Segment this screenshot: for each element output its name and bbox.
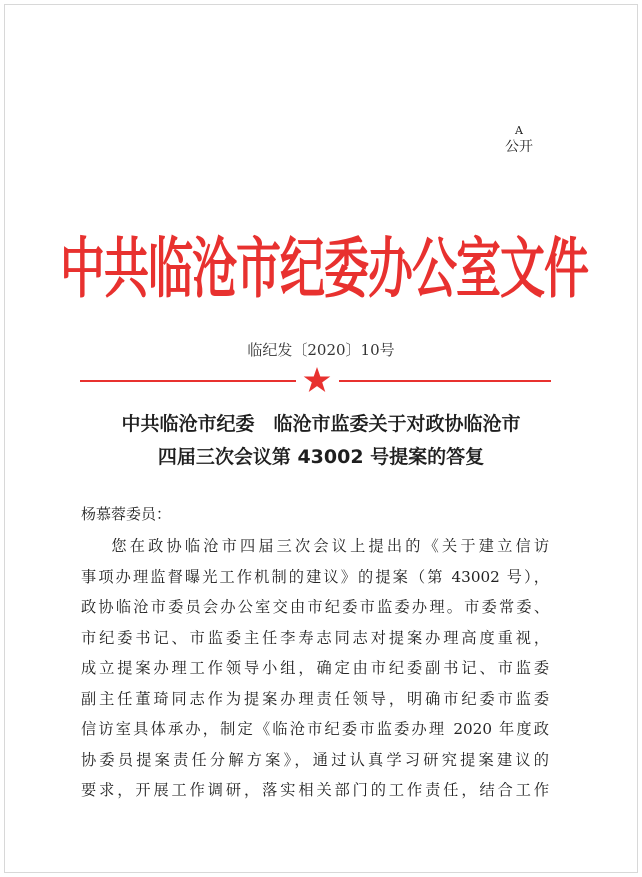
classification-mark xyxy=(494,124,544,156)
classification-level: A xyxy=(515,124,523,137)
classification-status: 公开 xyxy=(505,139,533,155)
body-line: 成立提案办理工作领导小组，确定由市纪委副书记、市监委 xyxy=(81,659,549,677)
red-divider-right xyxy=(339,380,551,382)
document-header-title: 中共临沧市纪委办公室文件 xyxy=(60,229,589,307)
body-line: 政协临沧市委员会办公室交由市纪委市监委办理。市委常委、 xyxy=(81,598,549,616)
body-line: 您在政协临沧市四届三次会议上提出的《关于建立信访 xyxy=(111,537,549,555)
document-number: 临纪发〔2020〕10号 xyxy=(247,341,395,359)
document-title xyxy=(40,408,602,474)
red-divider-left xyxy=(80,380,296,382)
body-line: 要求，开展工作调研，落实相关部门的工作责任，结合工作 xyxy=(81,781,549,799)
body-line: 副主任董琦同志作为提案办理责任领导，明确市纪委市监委 xyxy=(81,689,549,708)
body-line: 事项办理监督曝光工作机制的建议》的提案（第 43002 号）， xyxy=(81,567,549,586)
addressee: 杨慕蓉委员： xyxy=(81,505,172,523)
document-title-line-2: 四届三次会议第 43002 号提案的答复 xyxy=(157,446,485,468)
body-text xyxy=(81,531,549,806)
body-line: 市纪委书记、市监委主任李寿志同志对提案办理高度重视， xyxy=(81,628,549,647)
document-title-line-1: 中共临沧市纪委 临沧市监委关于对政协临沧市 xyxy=(121,413,521,435)
red-star-icon xyxy=(302,365,332,395)
body-line: 协委员提案责任分解方案》，通过认真学习研究提案建议的 xyxy=(81,750,549,769)
body-line: 信访室具体承办，制定《临沧市纪委市监委办理 2020 年度政 xyxy=(81,720,549,738)
